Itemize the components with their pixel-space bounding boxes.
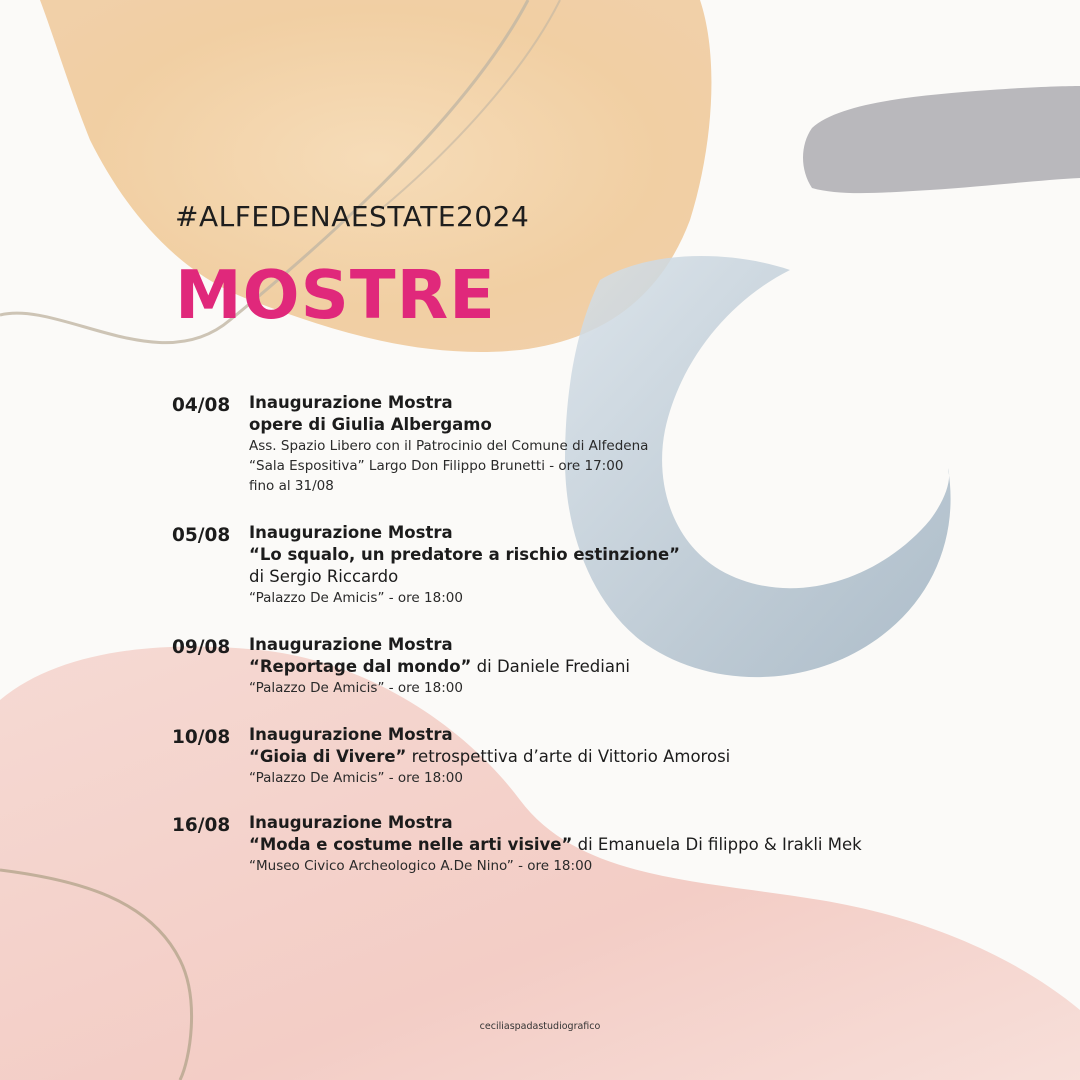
event-item xyxy=(172,724,972,812)
event-item xyxy=(172,522,972,634)
event-date: 16/08 xyxy=(172,815,231,836)
event-work xyxy=(249,746,972,768)
work-title: “Moda e costume nelle arti visive” xyxy=(249,835,573,854)
event-detail: “Palazzo De Amicis” - ore 18:00 xyxy=(249,770,463,786)
event-work xyxy=(249,544,972,566)
page-title: MOSTRE xyxy=(175,256,496,334)
event-body xyxy=(249,634,972,698)
event-body xyxy=(249,724,972,788)
work-author: di Emanuela Di filippo & Irakli Mek xyxy=(572,835,862,854)
designer-credit: ceciliaspadastudiografico xyxy=(479,1021,601,1032)
event-body xyxy=(249,392,972,496)
hashtag-heading: #ALFEDENAESTATE2024 xyxy=(175,200,530,233)
event-date: 04/08 xyxy=(172,395,231,416)
event-list xyxy=(172,392,972,902)
event-detail: “Sala Espositiva” Largo Don Filippo Brunetti - ore 17:00 xyxy=(249,458,624,474)
event-heading: Inaugurazione Mostra xyxy=(249,635,453,654)
event-item xyxy=(172,392,972,522)
event-heading: Inaugurazione Mostra xyxy=(249,393,453,412)
event-work xyxy=(249,834,972,856)
work-title: “Lo squalo, un predatore a rischio estinzione” xyxy=(249,545,681,564)
work-title: opere di Giulia Albergamo xyxy=(249,415,492,434)
event-date: 10/08 xyxy=(172,727,231,748)
work-author: retrospettiva d’arte di Vittorio Amorosi xyxy=(406,747,731,766)
grey-brush-stroke xyxy=(803,86,1080,193)
event-author: di Sergio Riccardo xyxy=(249,567,399,586)
event-body xyxy=(249,812,972,876)
event-work xyxy=(249,656,972,678)
event-detail: “Palazzo De Amicis” - ore 18:00 xyxy=(249,680,463,696)
event-detail: “Palazzo De Amicis” - ore 18:00 xyxy=(249,590,463,606)
event-detail: “Museo Civico Archeologico A.De Nino” - ore 18:00 xyxy=(249,858,593,874)
event-item xyxy=(172,634,972,724)
work-title: “Gioia di Vivere” xyxy=(249,747,407,766)
event-date: 05/08 xyxy=(172,525,231,546)
event-work xyxy=(249,414,972,436)
event-heading: Inaugurazione Mostra xyxy=(249,523,453,542)
work-author: di Daniele Frediani xyxy=(471,657,631,676)
event-detail: Ass. Spazio Libero con il Patrocinio del Comune di Alfedena xyxy=(249,438,649,454)
work-title: “Reportage dal mondo” xyxy=(249,657,472,676)
event-heading: Inaugurazione Mostra xyxy=(249,813,453,832)
event-item xyxy=(172,812,972,902)
event-date: 09/08 xyxy=(172,637,231,658)
event-detail: fino al 31/08 xyxy=(249,478,334,494)
event-body xyxy=(249,522,972,608)
event-heading: Inaugurazione Mostra xyxy=(249,725,453,744)
